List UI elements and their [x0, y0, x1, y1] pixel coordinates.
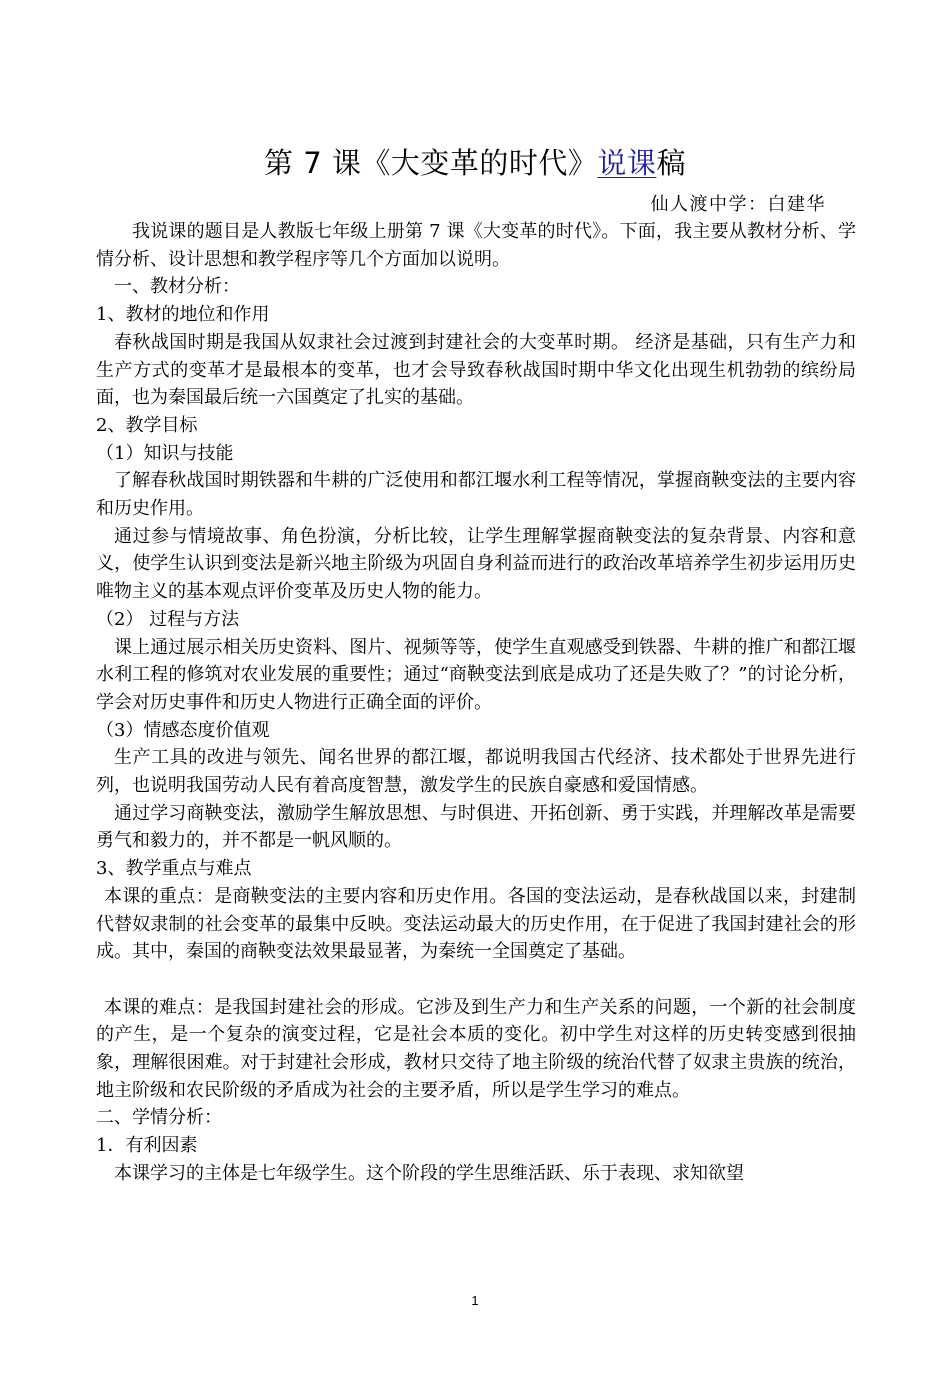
paragraph-process-method: 课上通过展示相关历史资料、图片、视频等等，使学生直观感受到铁器、牛耕的推广和都江堰水利工程的修筑对农业发展的重要性；通过“商鞅变法到底是成功了还是失败了？”的讨论分析，学会对历史事件和历史人物进行正确全面的评价。 [96, 636, 856, 713]
goal-heading-process-method: （2） 过程与方法 [96, 608, 240, 630]
goal-heading-knowledge-skills: （1）知识与技能 [96, 442, 234, 464]
intro-paragraph: 我说课的题目是人教版七年级上册第 7 课《大变革的时代》。下面，我主要从教材分析、学情分析、设计思想和教学程序等几个方面加以说明。 [96, 221, 856, 270]
document-title [0, 143, 950, 183]
paragraph-emotion-values-1: 生产工具的改进与领先、闻名世界的都江堰，都说明我国古代经济、技术都处于世界先进行列，也说明我国劳动人民有着高度智慧，激发学生的民族自豪感和爱国情感。 [96, 747, 856, 797]
blank-line [96, 966, 856, 994]
section-heading-learner-analysis: 二、学情分析： [96, 1107, 222, 1129]
author-line: 仙人渡中学：白建华 [650, 194, 826, 215]
subheading-status-and-role: 1、教材的地位和作用 [96, 304, 270, 326]
title-suffix: 稿 [656, 146, 686, 180]
paragraph-difficult-point: 本课的难点：是我国封建社会的形成。它涉及到生产力和生产关系的问题，一个新的社会制度的产生，是一个复杂的演变过程，它是社会本质的变化。初中学生对这样的历史转变感到很抽象，理解很困难。对于封建社会形成，教材只交待了地主阶级的统治代替了奴隶主贵族的统治，地主阶级和农民阶级的矛盾成为社会的主要矛盾，所以是学生学习的难点。 [96, 996, 856, 1101]
paragraph-favorable-factors: 本课学习的主体是七年级学生。这个阶段的学生思维活跃、乐于表现、求知欲望 [114, 1162, 744, 1184]
paragraph-knowledge-skills-2: 通过参与情境故事、角色扮演，分析比较，让学生理解掌握商鞅变法的复杂背景、内容和意义，使学生认识到变法是新兴地主阶级为巩固自身利益而进行的政治改革培养学生初步运用历史唯物主义的基本观点评价变革及历史人物的能力。 [96, 525, 856, 603]
subheading-teaching-goals: 2、教学目标 [96, 414, 198, 436]
paragraph-emotion-values-2: 通过学习商鞅变法，激励学生解放思想、与时俱进、开拓创新、勇于实践，并理解改革是需要勇气和毅力的，并不都是一帆风顺的。 [96, 802, 856, 852]
paragraph-key-point: 本课的重点：是商鞅变法的主要内容和历史作用。各国的变法运动，是春秋战国以来，封建制代替奴隶制的社会变革的最集中反映。变法运动最大的历史作用，在于促进了我国封建社会的形成。其中，秦国的商鞅变法效果最显著，为秦统一全国奠定了基础。 [96, 885, 856, 963]
subheading-favorable-factors: 1．有利因素 [96, 1135, 198, 1157]
title-link[interactable]: 说课 [597, 146, 657, 180]
title-text: 第 7 课《大变革的时代》 [264, 146, 598, 180]
document-body [96, 218, 856, 1188]
subheading-key-points: 3、教学重点与难点 [96, 858, 252, 880]
page-number: 1 [471, 1293, 479, 1308]
goal-heading-emotion-values: （3）情感态度价值观 [96, 719, 270, 741]
section-heading-textbook-analysis: 一、教材分析： [114, 276, 240, 298]
paragraph-status-and-role: 春秋战国时期是我国从奴隶社会过渡到封建社会的大变革时期。 经济是基础，只有生产力和生产方式的变革才是最根本的变革，也才会导致春秋战国时期中华文化出现生机勃勃的缤纷局面，也为秦国最后统一六国奠定了扎实的基础。 [96, 331, 856, 409]
paragraph-knowledge-skills-1: 了解春秋战国时期铁器和牛耕的广泛使用和都江堰水利工程等情况，掌握商鞅变法的主要内容和历史作用。 [96, 470, 856, 520]
